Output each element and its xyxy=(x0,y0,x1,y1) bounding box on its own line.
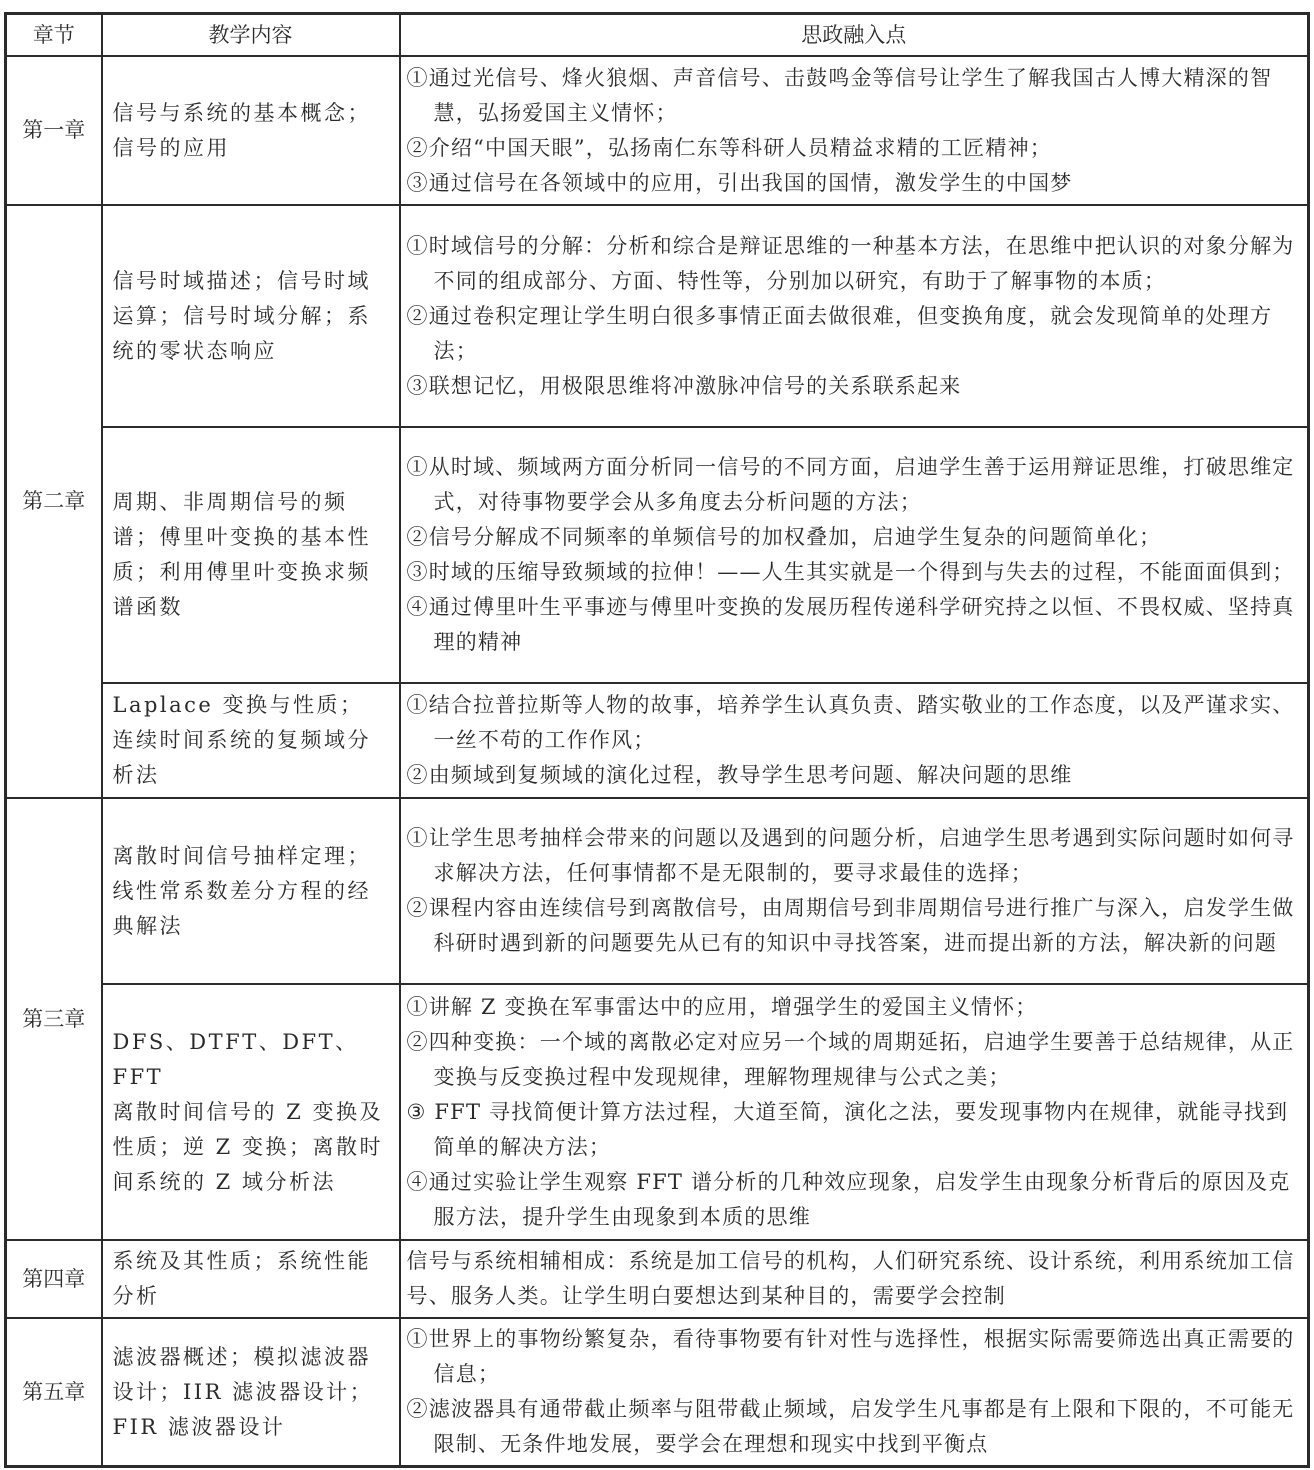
point-item: ②由频域到复频域的演化过程，教导学生思考问题、解决问题的思维 xyxy=(406,763,1073,787)
content-cell: 系统及其性质；系统性能分析 xyxy=(102,1240,400,1318)
point-item: ①从时域、频域两方面分析同一信号的不同方面，启迪学生善于运用辩证思维，打破思维定式，对待事物要学会从多角度去分析问题的方法； xyxy=(406,455,1295,514)
header-content: 教学内容 xyxy=(102,14,400,57)
points-cell xyxy=(400,56,1309,205)
points-cell xyxy=(400,798,1309,984)
header-points: 思政融入点 xyxy=(400,14,1309,57)
content-line: 线性常系数差分方程的经典解法 xyxy=(112,878,371,938)
table-row xyxy=(6,798,1309,984)
point-item: ③通过信号在各领域中的应用，引出我国的国情，激发学生的中国梦 xyxy=(406,170,1073,195)
point-item: ②信号分解成不同频率的单频信号的加权叠加，启迪学生复杂的问题简单化； xyxy=(406,525,1162,549)
point-item: ①结合拉普拉斯等人物的故事，培养学生认真负责、踏实敬业的工作态度，以及严谨求实、一丝不苟的工作作风； xyxy=(406,693,1295,752)
table-row xyxy=(6,427,1309,683)
content-line: 连续时间系统的复频域分析法 xyxy=(112,728,371,787)
content-cell: 信号与系统的基本概念；信号的应用 xyxy=(102,56,400,205)
point-item: ③联想记忆，用极限思维将冲激脉冲信号的关系联系起来 xyxy=(406,373,962,398)
points-cell xyxy=(400,1240,1309,1318)
point-item: ①世界上的事物纷繁复杂，看待事物要有针对性与选择性，根据实际需要筛选出真正需要的信息； xyxy=(406,1327,1295,1386)
table-row xyxy=(6,1318,1309,1467)
content-line: Laplace 变换与性质； xyxy=(112,693,364,717)
table-row xyxy=(6,56,1309,205)
point-item: ①讲解 Z 变换在军事雷达中的应用，增强学生的爱国主义情怀； xyxy=(406,994,1038,1019)
points-cell xyxy=(400,1318,1309,1467)
chapter-cell: 第三章 xyxy=(6,798,102,1240)
header-chapter: 章节 xyxy=(6,14,102,57)
curriculum-table xyxy=(4,12,1310,1468)
point-item: ①让学生思考抽样会带来的问题以及遇到的问题分析，启迪学生思考遇到实际问题时如何寻求解决方法，任何事情都不是无限制的，要寻求最佳的选择； xyxy=(406,826,1295,885)
point-item: ②通过卷积定理让学生明白很多事情正面去做很难，但变换角度，就会发现简单的处理方法； xyxy=(406,303,1273,363)
point-item: ④通过实验让学生观察 FFT 谱分析的几种效应现象，启发学生由现象分析背后的原因及克服方法，提升学生由现象到本质的思维 xyxy=(406,1169,1291,1229)
content-line: 离散时间信号抽样定理； xyxy=(112,843,371,868)
content-cell xyxy=(102,683,400,798)
content-cell: 滤波器概述；模拟滤波器设计；IIR 滤波器设计；FIR 滤波器设计 xyxy=(102,1318,400,1467)
point-item: ②滤波器具有通带截止频率与阻带截止频域，启发学生凡事都是有上限和下限的，不可能无限制、无条件地发展，要学会在理想和现实中找到平衡点 xyxy=(406,1397,1295,1456)
table-row xyxy=(6,984,1309,1240)
point-item: ①时域信号的分解：分析和综合是辩证思维的一种基本方法，在思维中把认识的对象分解为不同的组成部分、方面、特性等，分别加以研究，有助于了解事物的本质； xyxy=(406,233,1295,293)
point-item: ④通过傅里叶生平事迹与傅里叶变换的发展历程传递科学研究持之以恒、不畏权威、坚持真理的精神 xyxy=(406,595,1295,654)
points-cell xyxy=(400,205,1309,427)
points-cell xyxy=(400,984,1309,1240)
content-cell xyxy=(102,984,400,1240)
points-cell xyxy=(400,683,1309,798)
point-item: ②四种变换：一个域的离散必定对应另一个域的周期延拓，启迪学生要善于总结规律，从正变换与反变换过程中发现规律，理解物理规律与公式之美； xyxy=(406,1029,1295,1089)
chapter-cell: 第二章 xyxy=(6,205,102,798)
header-row xyxy=(6,14,1309,57)
chapter-cell: 第四章 xyxy=(6,1240,102,1318)
content-cell: 信号时域描述；信号时域运算；信号时域分解；系统的零状态响应 xyxy=(102,205,400,427)
chapter-cell: 第五章 xyxy=(6,1318,102,1467)
points-cell xyxy=(400,427,1309,683)
point-item: ②课程内容由连续信号到离散信号，由周期信号到非周期信号进行推广与深入，启发学生做科研时遇到新的问题要先从已有的知识中寻找答案，进而提出新的方法，解决新的问题 xyxy=(406,896,1295,955)
point-item: 信号与系统相辅相成：系统是加工信号的机构，人们研究系统、设计系统，利用系统加工信号、服务人类。让学生明白要想达到某种目的，需要学会控制 xyxy=(406,1249,1295,1308)
point-item: ①通过光信号、烽火狼烟、声音信号、击鼓鸣金等信号让学生了解我国古人博大精深的智慧，弘扬爱国主义情怀； xyxy=(406,65,1273,125)
content-line: 离散时间信号的 Z 变换及性质；逆 Z 变换；离散时间系统的 Z 域分析法 xyxy=(112,1099,383,1194)
chapter-cell: 第一章 xyxy=(6,56,102,205)
content-cell xyxy=(102,798,400,984)
table-row xyxy=(6,683,1309,798)
point-item: ②介绍“中国天眼”，弘扬南仁东等科研人员精益求精的工匠精神； xyxy=(406,135,1052,160)
point-item: ③ FFT 寻找简便计算方法过程，大道至简，演化之法，要发现事物内在规律，就能寻找到简单的解决方法； xyxy=(406,1099,1289,1159)
point-item: ③时域的压缩导致频域的拉伸！——人生其实就是一个得到与失去的过程，不能面面俱到； xyxy=(406,560,1295,584)
content-line: DFS、DTFT、DFT、FFT xyxy=(112,1029,359,1089)
table-row xyxy=(6,1240,1309,1318)
content-cell: 周期、非周期信号的频谱；傅里叶变换的基本性质；利用傅里叶变换求频谱函数 xyxy=(102,427,400,683)
table-row xyxy=(6,205,1309,427)
